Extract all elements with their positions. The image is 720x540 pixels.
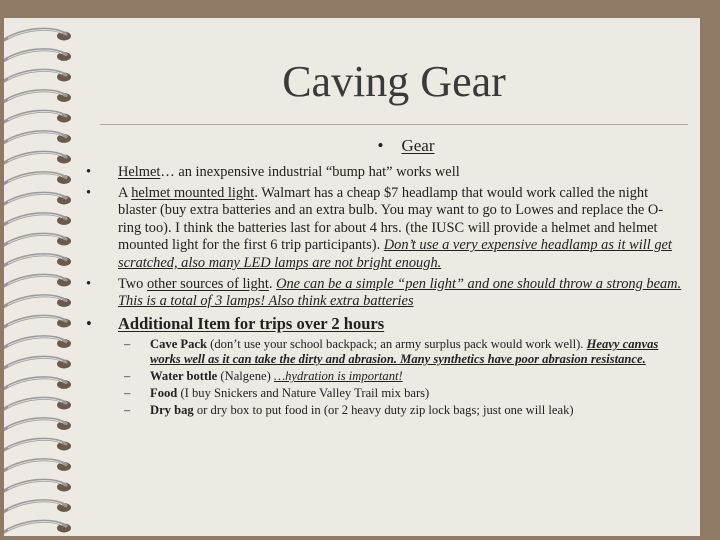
binding-ring: [4, 275, 71, 286]
bullet: •: [86, 184, 92, 201]
dash: –: [124, 337, 131, 352]
binding-ring: [4, 521, 71, 532]
binding-ring: [4, 132, 71, 143]
sources-text: .: [268, 275, 277, 292]
sources-pre: Two: [118, 275, 147, 292]
water-text: (Nalgene): [217, 369, 274, 384]
food-text: (I buy Snickers and Nature Valley Trail mix bars): [177, 386, 430, 401]
list-item-light: [86, 185, 686, 273]
title-divider: [100, 124, 688, 125]
binding-ring: [4, 234, 71, 245]
subitem-water: [86, 369, 686, 384]
bullet: •: [86, 164, 92, 180]
light-pre: A: [118, 184, 132, 201]
gear-heading: [86, 136, 686, 156]
binding-ring: [4, 460, 71, 471]
binding-ring: [4, 255, 71, 266]
binding-ring: [4, 501, 71, 512]
binding-ring: [4, 316, 71, 327]
binding-ring: [4, 337, 71, 348]
subitem-pack: [86, 337, 686, 367]
binding-ring: [4, 29, 71, 40]
binding-ring: [4, 70, 71, 81]
binding-ring: [4, 357, 71, 368]
helmet-lead: Helmet: [118, 164, 161, 180]
helmet-text: … an inexpensive industrial “bump hat” works well: [160, 164, 460, 180]
pack-text: (don’t use your school backpack; an army surplus pack would work well).: [207, 337, 587, 352]
light-note: Don’t use a very expensive headlamp as it will get scratched, also many LED lamps are not bright enough.: [118, 237, 672, 271]
sources-note: One can be a simple “pen light” and one should throw a strong beam. This is a total of 3 lamps! Also think extra batteries: [118, 275, 682, 310]
bullet: •: [86, 313, 92, 333]
food-lead: Food: [150, 386, 178, 401]
slide: [4, 18, 700, 536]
slide-title: Caving Gear: [282, 57, 506, 106]
bullet: •: [377, 136, 384, 155]
binding-ring: [4, 398, 71, 409]
binding-ring: [4, 50, 71, 61]
binding-ring: [4, 152, 71, 163]
dash: –: [124, 403, 131, 418]
list-item-helmet: [86, 164, 686, 182]
light-lead: helmet mounted light: [131, 184, 255, 201]
binding-ring: [4, 378, 71, 389]
light-text: . Walmart has a cheap $7 headlamp that would work called the night blaster (buy extra batteries and an extra bulb. You may want to go to Lowes and replace the O-ring too). I think the batteries last for about 4 hrs. (the IUSC will provide a helmet and helmet mounted light for the first 6 trip participants).: [118, 184, 664, 254]
water-note: …hydration is important!: [273, 369, 403, 384]
pack-note: Heavy canvas works well as it can take the dirty and abrasion. Many synthetics have poor abrasion resistance.: [150, 337, 659, 367]
binding-ring: [4, 214, 71, 225]
slide-body: [86, 136, 686, 420]
list-item-additional: [86, 315, 686, 333]
dash: –: [124, 369, 131, 384]
spiral-binding: [4, 18, 94, 536]
binding-ring: [4, 480, 71, 491]
binding-ring: [4, 173, 71, 184]
gear-heading-text: Gear: [401, 136, 435, 155]
list-item-sources: [86, 276, 686, 311]
subitem-food: [86, 386, 686, 401]
additional-heading: Additional Item for trips over 2 hours: [118, 313, 385, 333]
water-lead: Water bottle: [150, 369, 218, 384]
drybag-lead: Dry bag: [150, 403, 194, 418]
drybag-text: or dry box to put food in (or 2 heavy duty zip lock bags; just one will leak): [193, 403, 574, 418]
binding-ring: [4, 419, 71, 430]
bullet: •: [86, 275, 92, 292]
pack-lead: Cave Pack: [150, 337, 208, 352]
sources-lead: other sources of light: [146, 275, 269, 292]
dash: –: [124, 386, 131, 401]
binding-ring: [4, 91, 71, 102]
binding-ring: [4, 296, 71, 307]
binding-ring: [4, 439, 71, 450]
binding-ring: [4, 111, 71, 122]
binding-ring: [4, 193, 71, 204]
subitem-drybag: [86, 403, 686, 418]
